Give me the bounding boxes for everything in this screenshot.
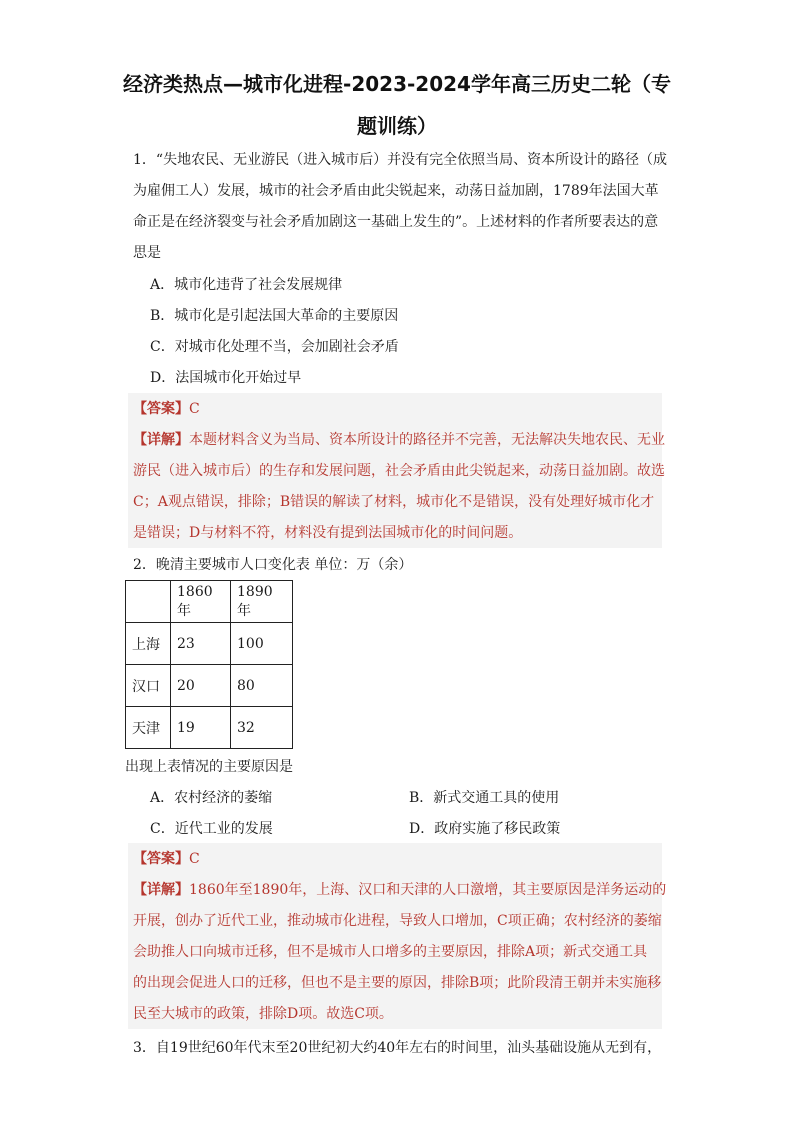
table-cell: 32	[231, 707, 293, 749]
q1-option-a: A．城市化违背了社会发展规律	[150, 277, 343, 293]
q1-option-d: D．法国城市化开始过早	[150, 370, 302, 386]
table-header-row	[126, 581, 293, 623]
q1-answer-label: 【答案】	[133, 401, 189, 417]
table-row	[126, 665, 293, 707]
q2-option-c: C．近代工业的发展	[150, 821, 273, 837]
table-header-cell: 1890年	[231, 581, 293, 623]
q2-option-b: B．新式交通工具的使用	[409, 790, 560, 806]
population-table	[125, 580, 293, 749]
q1-answer	[133, 400, 200, 418]
q2-detail-label: 【详解】	[133, 882, 189, 898]
q1-detail-line-1	[133, 431, 665, 449]
q2-option-d: D．政府实施了移民政策	[409, 821, 561, 837]
q2-option-a: A．农村经济的萎缩	[150, 790, 273, 806]
q2-answer	[133, 850, 200, 868]
q2-detail-line-3: 会助推人口向城市迁移，但不是城市人口增多的主要原因，排除A项；新式交通工具	[133, 944, 648, 960]
table-cell: 23	[171, 623, 231, 665]
q2-stem: 2．晚清主要城市人口变化表 单位：万（余）	[133, 557, 413, 573]
q1-detail-line-4: 是错误；D与材料不符，材料没有提到法国城市化的时间问题。	[133, 525, 523, 541]
q1-stem-line-1: 1．“失地农民、无业游民（进入城市后）并没有完全依照当局、资本所设计的路径（成	[133, 152, 668, 168]
q1-stem-line-2: 为雇佣工人）发展，城市的社会矛盾由此尖锐起来，动荡日益加剧，1789年法国大革	[133, 183, 659, 199]
table-cell-city: 天津	[126, 707, 171, 749]
q1-option-b: B．城市化是引起法国大革命的主要原因	[150, 308, 399, 324]
table-cell: 19	[171, 707, 231, 749]
q2-answer-value: C	[189, 851, 200, 867]
table-cell: 80	[231, 665, 293, 707]
doc-title-line-2: 题训练）	[357, 114, 437, 138]
q1-option-c: C．对城市化处理不当，会加剧社会矛盾	[150, 339, 399, 355]
table-cell-city: 上海	[126, 623, 171, 665]
q3-stem-line-1: 3．自19世纪60年代末至20世纪初大约40年左右的时间里，汕头基础设施从无到有，	[133, 1040, 662, 1056]
q1-detail-line-2: 游民（进入城市后）的生存和发展问题，社会矛盾由此尖锐起来，动荡日益加剧。故选	[133, 463, 665, 479]
q2-question: 出现上表情况的主要原因是	[125, 759, 293, 775]
table-header-cell	[126, 581, 171, 623]
q1-stem-line-4: 思是	[133, 245, 161, 261]
q2-detail-line-5: 民至大城市的政策，排除D项。故选C项。	[133, 1006, 393, 1022]
doc-title-line-1: 经济类热点—城市化进程-2023-2024学年高三历史二轮（专	[123, 72, 671, 96]
table-header-cell: 1860年	[171, 581, 231, 623]
q2-answer-label: 【答案】	[133, 851, 189, 867]
q1-answer-value: C	[189, 401, 200, 417]
table-cell-city: 汉口	[126, 665, 171, 707]
q2-detail-text-1: 1860年至1890年，上海、汉口和天津的人口激增，其主要原因是洋务运动的	[189, 882, 667, 898]
table-cell: 100	[231, 623, 293, 665]
q2-detail-line-2: 开展，创办了近代工业，推动城市化进程，导致人口增加，C项正确；农村经济的萎缩	[133, 913, 662, 929]
q1-stem-line-3: 命正是在经济裂变与社会矛盾加剧这一基础上发生的”。上述材料的作者所要表达的意	[133, 214, 659, 230]
q1-detail-text-1: 本题材料含义为当局、资本所设计的路径并不完善，无法解决失地农民、无业	[189, 432, 665, 448]
q2-detail-line-4: 的出现会促进人口的迁移，但也不是主要的原因，排除B项；此阶段清王朝并未实施移	[133, 975, 662, 991]
table-cell: 20	[171, 665, 231, 707]
q2-answer-box	[128, 843, 662, 1029]
table-row	[126, 707, 293, 749]
table-row	[126, 623, 293, 665]
q2-detail-line-1	[133, 881, 666, 899]
q1-detail-line-3: C；A观点错误，排除；B错误的解读了材料，城市化不是错误，没有处理好城市化才	[133, 494, 655, 510]
q1-detail-label: 【详解】	[133, 432, 189, 448]
